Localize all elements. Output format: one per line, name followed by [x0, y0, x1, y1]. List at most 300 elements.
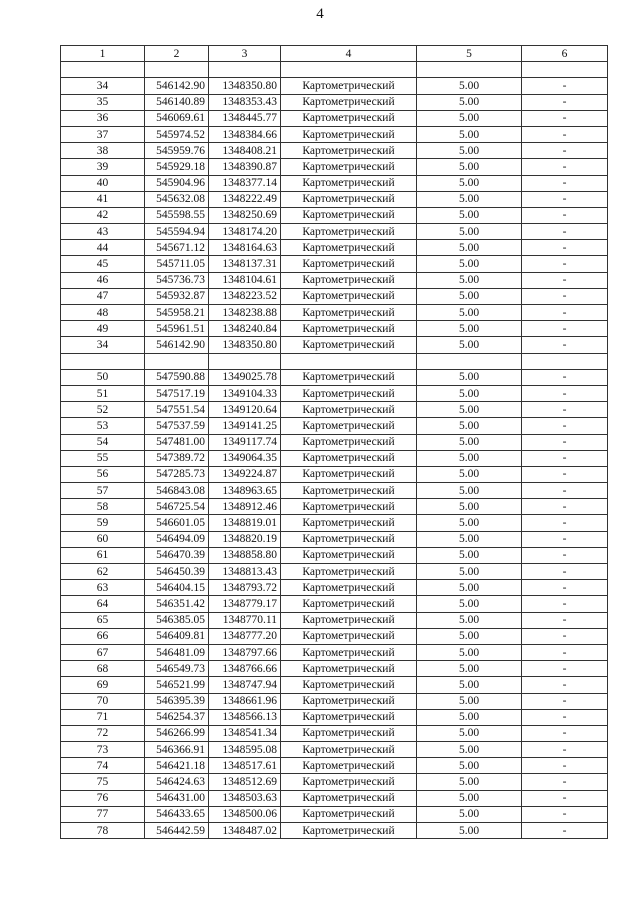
- empty-cell: [145, 62, 209, 78]
- table-cell: 53: [61, 418, 145, 434]
- table-cell: Картометрический: [281, 191, 417, 207]
- table-cell: 1349141.25: [209, 418, 281, 434]
- table-cell: 546366.91: [145, 742, 209, 758]
- table-row: [61, 677, 608, 693]
- table-cell: -: [522, 402, 608, 418]
- table-cell: 5.00: [417, 742, 522, 758]
- table-cell: 546481.09: [145, 644, 209, 660]
- table-cell: 71: [61, 709, 145, 725]
- table-cell: -: [522, 661, 608, 677]
- coordinates-table: [60, 45, 608, 839]
- table-cell: 5.00: [417, 758, 522, 774]
- table-cell: 1348512.69: [209, 774, 281, 790]
- table-cell: 1349064.35: [209, 450, 281, 466]
- empty-cell: [522, 353, 608, 369]
- table-cell: 1349025.78: [209, 369, 281, 385]
- table-cell: 1348747.94: [209, 677, 281, 693]
- table-cell: 1349104.33: [209, 385, 281, 401]
- table-cell: 1348104.61: [209, 272, 281, 288]
- table-cell: -: [522, 466, 608, 482]
- table-cell: 5.00: [417, 143, 522, 159]
- table-row: [61, 288, 608, 304]
- table-cell: -: [522, 596, 608, 612]
- table-row: [61, 564, 608, 580]
- table-cell: -: [522, 499, 608, 515]
- table-cell: 545974.52: [145, 126, 209, 142]
- table-row: [61, 596, 608, 612]
- table-cell: 1348174.20: [209, 224, 281, 240]
- table-cell: 1348250.69: [209, 207, 281, 223]
- table-cell: 5.00: [417, 110, 522, 126]
- table-row: [61, 483, 608, 499]
- table-row: [61, 806, 608, 822]
- table-cell: 5.00: [417, 305, 522, 321]
- table-row: [61, 402, 608, 418]
- table-cell: Картометрический: [281, 143, 417, 159]
- table-cell: 62: [61, 564, 145, 580]
- table-cell: 5.00: [417, 385, 522, 401]
- table-row: [61, 434, 608, 450]
- table-cell: 546433.65: [145, 806, 209, 822]
- table-cell: Картометрический: [281, 515, 417, 531]
- table-row: [61, 418, 608, 434]
- table-cell: Картометрический: [281, 612, 417, 628]
- table-cell: -: [522, 434, 608, 450]
- table-cell: 1348137.31: [209, 256, 281, 272]
- table-cell: Картометрический: [281, 564, 417, 580]
- table-cell: 546142.90: [145, 78, 209, 94]
- empty-cell: [281, 353, 417, 369]
- table-cell: 545929.18: [145, 159, 209, 175]
- table-cell: 545904.96: [145, 175, 209, 191]
- table-cell: 35: [61, 94, 145, 110]
- table-cell: 545594.94: [145, 224, 209, 240]
- table-cell: 1348353.43: [209, 94, 281, 110]
- table-cell: 546843.08: [145, 483, 209, 499]
- table-cell: 5.00: [417, 499, 522, 515]
- table-cell: -: [522, 742, 608, 758]
- table-cell: 545598.55: [145, 207, 209, 223]
- table-cell: -: [522, 224, 608, 240]
- table-cell: -: [522, 78, 608, 94]
- table-row: [61, 207, 608, 223]
- table-cell: 1348566.13: [209, 709, 281, 725]
- empty-cell: [209, 353, 281, 369]
- table-cell: 1348500.06: [209, 806, 281, 822]
- table-cell: 34: [61, 78, 145, 94]
- table-cell: 60: [61, 531, 145, 547]
- table-cell: Картометрический: [281, 305, 417, 321]
- table-cell: 5.00: [417, 159, 522, 175]
- table-cell: 5.00: [417, 612, 522, 628]
- table-cell: Картометрический: [281, 272, 417, 288]
- table-cell: -: [522, 321, 608, 337]
- table-cell: Картометрический: [281, 823, 417, 839]
- table-row: [61, 272, 608, 288]
- table-row: [61, 742, 608, 758]
- table-cell: 69: [61, 677, 145, 693]
- table-cell: Картометрический: [281, 402, 417, 418]
- table-cell: 1349224.87: [209, 466, 281, 482]
- table-cell: -: [522, 693, 608, 709]
- table-row: [61, 499, 608, 515]
- table-cell: Картометрический: [281, 288, 417, 304]
- empty-cell: [417, 62, 522, 78]
- table-cell: 78: [61, 823, 145, 839]
- table-row: [61, 94, 608, 110]
- table-cell: 58: [61, 499, 145, 515]
- table-cell: Картометрический: [281, 628, 417, 644]
- table-cell: 1348350.80: [209, 78, 281, 94]
- table-cell: 42: [61, 207, 145, 223]
- table-cell: 5.00: [417, 207, 522, 223]
- table-row: [61, 143, 608, 159]
- table-cell: 61: [61, 547, 145, 563]
- table-cell: 546140.89: [145, 94, 209, 110]
- table-cell: 545958.21: [145, 305, 209, 321]
- table-cell: -: [522, 580, 608, 596]
- empty-cell: [417, 353, 522, 369]
- table-cell: 5.00: [417, 677, 522, 693]
- table-row: [61, 305, 608, 321]
- table-cell: 5.00: [417, 531, 522, 547]
- table-cell: -: [522, 531, 608, 547]
- table-cell: 59: [61, 515, 145, 531]
- column-header: 2: [145, 46, 209, 62]
- table-cell: -: [522, 483, 608, 499]
- table-row: [61, 110, 608, 126]
- table-row: [61, 790, 608, 806]
- table-cell: 546725.54: [145, 499, 209, 515]
- table-cell: -: [522, 564, 608, 580]
- table-row: [61, 774, 608, 790]
- table-row: [61, 321, 608, 337]
- table-cell: 1348661.96: [209, 693, 281, 709]
- table-cell: -: [522, 515, 608, 531]
- table-cell: -: [522, 450, 608, 466]
- table-cell: 67: [61, 644, 145, 660]
- table-cell: Картометрический: [281, 531, 417, 547]
- table-cell: Картометрический: [281, 547, 417, 563]
- table-row: [61, 547, 608, 563]
- table-cell: 5.00: [417, 806, 522, 822]
- table-cell: Картометрический: [281, 126, 417, 142]
- table-cell: 72: [61, 725, 145, 741]
- table-cell: 5.00: [417, 725, 522, 741]
- table-cell: 50: [61, 369, 145, 385]
- empty-cell: [281, 62, 417, 78]
- table-cell: 70: [61, 693, 145, 709]
- table-cell: 5.00: [417, 596, 522, 612]
- table-cell: Картометрический: [281, 483, 417, 499]
- table-cell: Картометрический: [281, 78, 417, 94]
- table-cell: 1348777.20: [209, 628, 281, 644]
- table-cell: 5.00: [417, 580, 522, 596]
- table-cell: 1348445.77: [209, 110, 281, 126]
- table-cell: 1348779.17: [209, 596, 281, 612]
- table-cell: -: [522, 709, 608, 725]
- table-cell: 5.00: [417, 78, 522, 94]
- table-cell: 1348793.72: [209, 580, 281, 596]
- table-cell: 65: [61, 612, 145, 628]
- table-row: [61, 725, 608, 741]
- table-cell: -: [522, 207, 608, 223]
- empty-cell: [61, 353, 145, 369]
- table-row: [61, 256, 608, 272]
- table-cell: 1349120.64: [209, 402, 281, 418]
- table-cell: 546601.05: [145, 515, 209, 531]
- table-cell: 5.00: [417, 774, 522, 790]
- table-cell: 1348517.61: [209, 758, 281, 774]
- table-cell: Картометрический: [281, 337, 417, 353]
- column-header: 6: [522, 46, 608, 62]
- table-cell: -: [522, 159, 608, 175]
- table-cell: Картометрический: [281, 693, 417, 709]
- table-cell: -: [522, 806, 608, 822]
- table-cell: 5.00: [417, 450, 522, 466]
- table-cell: 1348390.87: [209, 159, 281, 175]
- table-row: [61, 159, 608, 175]
- table-cell: Картометрический: [281, 240, 417, 256]
- table-cell: 45: [61, 256, 145, 272]
- table-cell: -: [522, 272, 608, 288]
- table-cell: 1348164.63: [209, 240, 281, 256]
- table-cell: 545961.51: [145, 321, 209, 337]
- table-row: [61, 450, 608, 466]
- table-cell: 5.00: [417, 272, 522, 288]
- table-cell: Картометрический: [281, 207, 417, 223]
- table-cell: Картометрический: [281, 758, 417, 774]
- table-cell: Картометрический: [281, 110, 417, 126]
- table-cell: 546254.37: [145, 709, 209, 725]
- table-cell: 1348813.43: [209, 564, 281, 580]
- table-row: [61, 531, 608, 547]
- table-cell: 5.00: [417, 337, 522, 353]
- table-cell: 54: [61, 434, 145, 450]
- table-cell: Картометрический: [281, 806, 417, 822]
- page-number: 4: [316, 6, 324, 22]
- empty-cell: [61, 62, 145, 78]
- table-cell: 546521.99: [145, 677, 209, 693]
- table-cell: -: [522, 758, 608, 774]
- table-cell: 5.00: [417, 466, 522, 482]
- table-cell: 49: [61, 321, 145, 337]
- table-cell: Картометрический: [281, 385, 417, 401]
- table-cell: -: [522, 823, 608, 839]
- table-cell: 5.00: [417, 321, 522, 337]
- table-cell: 38: [61, 143, 145, 159]
- table-cell: 47: [61, 288, 145, 304]
- table-cell: 5.00: [417, 288, 522, 304]
- table-cell: 1348384.66: [209, 126, 281, 142]
- table-cell: 76: [61, 790, 145, 806]
- table-cell: 37: [61, 126, 145, 142]
- table-cell: 547285.73: [145, 466, 209, 482]
- table-cell: Картометрический: [281, 644, 417, 660]
- table-row: [61, 758, 608, 774]
- column-header: 4: [281, 46, 417, 62]
- table-cell: -: [522, 677, 608, 693]
- table-cell: 547537.59: [145, 418, 209, 434]
- table-cell: 1348222.49: [209, 191, 281, 207]
- table-cell: 545711.05: [145, 256, 209, 272]
- table-cell: 1348912.46: [209, 499, 281, 515]
- table-row: [61, 126, 608, 142]
- table-cell: -: [522, 337, 608, 353]
- table-cell: Картометрический: [281, 661, 417, 677]
- table-cell: 1348240.84: [209, 321, 281, 337]
- table-cell: 46: [61, 272, 145, 288]
- table-cell: 546266.99: [145, 725, 209, 741]
- table-cell: 5.00: [417, 564, 522, 580]
- table-cell: 5.00: [417, 418, 522, 434]
- table-cell: 5.00: [417, 369, 522, 385]
- table-cell: 1348766.66: [209, 661, 281, 677]
- table-cell: Картометрический: [281, 418, 417, 434]
- table-cell: 64: [61, 596, 145, 612]
- table-cell: Картометрический: [281, 580, 417, 596]
- table-cell: 546450.39: [145, 564, 209, 580]
- table-cell: 63: [61, 580, 145, 596]
- table-cell: -: [522, 385, 608, 401]
- table-cell: 57: [61, 483, 145, 499]
- table-cell: 1348377.14: [209, 175, 281, 191]
- table-cell: Картометрический: [281, 256, 417, 272]
- table-cell: 546431.00: [145, 790, 209, 806]
- table-row: [61, 466, 608, 482]
- table-cell: 546351.42: [145, 596, 209, 612]
- table-cell: Картометрический: [281, 450, 417, 466]
- table-cell: Картометрический: [281, 434, 417, 450]
- table-cell: Картометрический: [281, 94, 417, 110]
- table-cell: 5.00: [417, 434, 522, 450]
- table-cell: Картометрический: [281, 175, 417, 191]
- section-separator-row: [61, 353, 608, 369]
- table-header-row: [61, 46, 608, 62]
- table-cell: 5.00: [417, 661, 522, 677]
- table-cell: 547481.00: [145, 434, 209, 450]
- table-cell: Картометрический: [281, 159, 417, 175]
- section-separator-row: [61, 62, 608, 78]
- table-cell: 44: [61, 240, 145, 256]
- table-cell: 5.00: [417, 823, 522, 839]
- table-cell: Картометрический: [281, 596, 417, 612]
- table-cell: 43: [61, 224, 145, 240]
- table-cell: 545632.08: [145, 191, 209, 207]
- table-cell: -: [522, 369, 608, 385]
- table-row: [61, 644, 608, 660]
- table-cell: -: [522, 644, 608, 660]
- table-cell: 1348238.88: [209, 305, 281, 321]
- table-cell: 52: [61, 402, 145, 418]
- table-row: [61, 693, 608, 709]
- table-cell: 48: [61, 305, 145, 321]
- table-cell: 545959.76: [145, 143, 209, 159]
- table-cell: Картометрический: [281, 466, 417, 482]
- table-cell: 1348541.34: [209, 725, 281, 741]
- table-cell: -: [522, 143, 608, 159]
- table-cell: 546404.15: [145, 580, 209, 596]
- table-cell: 5.00: [417, 191, 522, 207]
- table-cell: 5.00: [417, 644, 522, 660]
- table-cell: 546549.73: [145, 661, 209, 677]
- table-cell: 1348350.80: [209, 337, 281, 353]
- table-cell: 546385.05: [145, 612, 209, 628]
- column-header: 3: [209, 46, 281, 62]
- table-cell: 68: [61, 661, 145, 677]
- table-cell: 1348797.66: [209, 644, 281, 660]
- table-cell: 5.00: [417, 240, 522, 256]
- table-cell: -: [522, 240, 608, 256]
- table-cell: -: [522, 774, 608, 790]
- table-row: [61, 191, 608, 207]
- table-cell: -: [522, 94, 608, 110]
- table-cell: 1348858.80: [209, 547, 281, 563]
- table-row: [61, 612, 608, 628]
- table-cell: 5.00: [417, 175, 522, 191]
- table-row: [61, 78, 608, 94]
- table-cell: 5.00: [417, 483, 522, 499]
- table-cell: 5.00: [417, 547, 522, 563]
- table-cell: 39: [61, 159, 145, 175]
- table-cell: 547389.72: [145, 450, 209, 466]
- table-cell: 1348503.63: [209, 790, 281, 806]
- table-cell: -: [522, 418, 608, 434]
- table-cell: -: [522, 110, 608, 126]
- table-cell: 547517.19: [145, 385, 209, 401]
- table-cell: -: [522, 790, 608, 806]
- table-cell: 547551.54: [145, 402, 209, 418]
- table-cell: -: [522, 126, 608, 142]
- table-cell: 77: [61, 806, 145, 822]
- empty-cell: [522, 62, 608, 78]
- table-cell: 1348223.52: [209, 288, 281, 304]
- table-cell: 66: [61, 628, 145, 644]
- table-cell: 1348408.21: [209, 143, 281, 159]
- table-cell: 74: [61, 758, 145, 774]
- table-cell: -: [522, 612, 608, 628]
- table-cell: -: [522, 547, 608, 563]
- table-row: [61, 823, 608, 839]
- table-row: [61, 661, 608, 677]
- table-cell: -: [522, 256, 608, 272]
- table-cell: 56: [61, 466, 145, 482]
- table-cell: 5.00: [417, 256, 522, 272]
- table-cell: 546424.63: [145, 774, 209, 790]
- table-cell: 546409.81: [145, 628, 209, 644]
- table-cell: 546494.09: [145, 531, 209, 547]
- table-cell: 34: [61, 337, 145, 353]
- table-cell: 546395.39: [145, 693, 209, 709]
- table-cell: -: [522, 628, 608, 644]
- table-row: [61, 240, 608, 256]
- table-cell: 1348595.08: [209, 742, 281, 758]
- table-cell: 5.00: [417, 693, 522, 709]
- table-cell: 41: [61, 191, 145, 207]
- table-cell: -: [522, 191, 608, 207]
- table-cell: -: [522, 305, 608, 321]
- table-row: [61, 709, 608, 725]
- table-cell: Картометрический: [281, 709, 417, 725]
- empty-cell: [209, 62, 281, 78]
- table-cell: 5.00: [417, 709, 522, 725]
- table-cell: 545932.87: [145, 288, 209, 304]
- empty-cell: [145, 353, 209, 369]
- table-row: [61, 175, 608, 191]
- table-row: [61, 369, 608, 385]
- table-cell: Картометрический: [281, 725, 417, 741]
- table-cell: Картометрический: [281, 774, 417, 790]
